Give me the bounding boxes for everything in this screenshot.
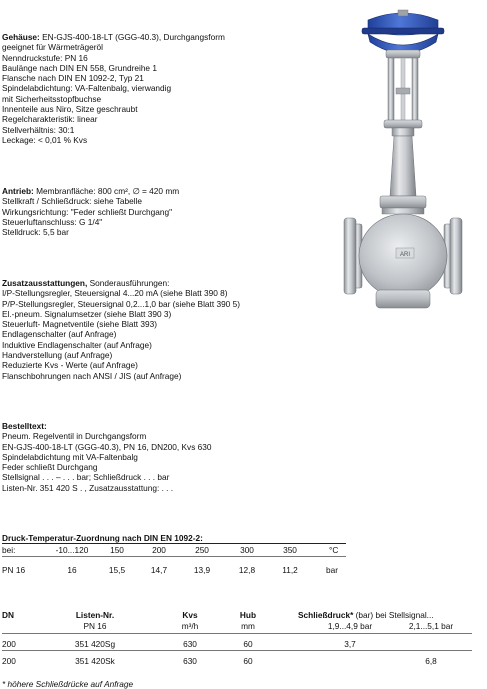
gehaeuse-line: Baulänge nach DIN EN 558, Grundreihe 1 [2,62,157,73]
druck-header-temp: 200 [152,545,166,555]
table-rule-top [2,633,472,634]
table-header-schliess [298,610,434,620]
table-cell-hub: 60 [243,656,253,666]
gehaeuse-line: geeignet für Wärmeträgeröl [2,42,103,53]
druck-row-label: PN 16 [2,565,26,575]
gehaeuse-section [2,32,332,145]
table-rule-mid [2,650,472,651]
druck-header-label: bei: [2,545,16,555]
zusatz-line: I/P-Stellungsregler, Steuersignal 4...20 mA (siehe Blatt 390 8) [2,288,228,299]
druck-row-value: 16 [67,565,77,575]
druck-title: Druck-Temperatur-Zuordnung nach DIN EN 1092-2: [2,533,203,543]
table-header-kvs-unit: m³/h [181,621,199,631]
bestell-line: EN-GJS-400-18-LT (GGG-40.3), PN 16, DN200, Kvs 630 [2,441,212,452]
bestell-label: Bestelltext: [2,421,47,431]
gehaeuse-line: Leckage: < 0,01 % Kvs [2,134,88,145]
druck-row-value: 11,2 [282,565,298,575]
table-header-listen: Listen-Nr. [75,610,115,620]
gehaeuse-line: Nenndruckstufe: PN 16 [2,52,88,63]
druck-header-unit: °C [329,545,339,555]
table-cell-listen: 351 420Sk [75,656,115,666]
zusatz-line: Induktive Endlagenschalter (auf Anfrage) [2,339,152,350]
table-header-hub: Hub [239,610,257,620]
table-cell-dn: 200 [2,639,16,649]
antrieb-line: Stelldruck: 5,5 bar [2,227,69,238]
antrieb-section [2,186,332,237]
bestell-line: Listen-Nr. 351 420 S . , Zusatzausstattung: . . . [2,482,174,493]
table-cell-hub: 60 [243,639,253,649]
table-header-dn: DN [2,610,14,620]
control-valve-illustration [328,4,487,322]
antrieb-first: Membranfläche: 800 cm², ∅ = 420 mm [33,186,180,196]
table-header-listen-pn: PN 16 [83,621,107,631]
bestell-line: Spindelabdichtung mit VA-Faltenbalg [2,451,138,462]
actuator-diaphragm [362,10,444,53]
table-cell-listen: 351 420Sg [74,639,116,649]
zusatz-first: Sonderausführungen: [87,278,170,288]
table-header-range2: 2,1...5,1 bar [408,621,454,631]
antrieb-line: Steuerluftanschluss: G 1/4" [2,216,103,227]
zusatz-line: El.-pneum. Signalumsetzer (siehe Blatt 390 3) [2,308,172,319]
table-cell-kvs: 630 [183,639,197,649]
bestell-line: Feder schließt Durchgang [2,462,98,473]
gehaeuse-line: Flansche nach DIN EN 1092-2, Typ 21 [2,73,144,84]
table-header-schliess-rest: (bar) bei Stellsignal... [353,610,434,620]
footnote: * höhere Schließdrücke auf Anfrage [2,679,134,689]
druck-row-value: 12,8 [238,565,256,575]
table-cell-schliess2: 6,8 [425,656,437,666]
gehaeuse-line: Regelcharakteristik: linear [2,114,98,125]
druck-row-value: 15,5 [108,565,126,575]
table-cell-kvs: 630 [183,656,197,666]
zusatz-line: Reduzierte Kvs - Werte (auf Anfrage) [2,360,138,371]
zusatz-label: Zusatzausstattungen, [2,278,88,288]
druck-row-value: 14,7 [150,565,168,575]
druck-header-temp: 250 [195,545,209,555]
valve-plate-text: ARI [399,252,411,258]
druck-header-temp: 150 [110,545,124,555]
druck-header-temp: 300 [240,545,254,555]
gehaeuse-line: Stellverhältnis: 30:1 [2,124,75,135]
zusatz-line: Flanschbohrungen nach ANSI / JIS (auf Anfrage) [2,370,182,381]
gehaeuse-line: Spindelabdichtung: VA-Faltenbalg, vierwandig [2,83,172,94]
gehaeuse-label: Gehäuse: [2,32,40,42]
zusatz-line: Endlagenschalter (auf Anfrage) [2,329,117,340]
zusatz-line: Steuerluft- Magnetventile (siehe Blatt 393) [2,319,157,330]
antrieb-line: Stellkraft / Schließdruck: siehe Tabelle [2,196,143,207]
gehaeuse-line: mit Sicherheitsstopfbuchse [2,93,102,104]
zusatz-line: P/P-Stellungsregler, Steuersignal 0,2...1,0 bar (siehe Blatt 390 5) [2,298,240,309]
bestell-line: Stellsignal . . . – . . . bar; Schließdruck . . . bar [2,472,170,483]
bellows-bonnet [380,128,426,214]
druck-header-temp: 350 [283,545,297,555]
druck-row-value: 13,9 [193,565,211,575]
druck-row-unit: bar [326,565,338,575]
valve-body [344,214,462,308]
table-header-range1: 1,9...4,9 bar [327,621,373,631]
antrieb-line: Wirkungsrichtung: "Feder schließt Durchgang" [2,206,173,217]
actuator-yoke [384,50,422,128]
table-header-hub-unit: mm [241,621,255,631]
table-cell-dn: 200 [2,656,16,666]
table-header-schliess-bold: Schließdruck* [298,610,354,620]
bestell-line: Pneum. Regelventil in Durchgangsform [2,431,147,442]
druck-header-temp: -10...120 [55,545,89,555]
gehaeuse-first: EN-GJS-400-18-LT (GGG-40.3), Durchgangsform [39,32,225,42]
table-header-kvs: Kvs [182,610,198,620]
table-cell-schliess1: 3,7 [344,639,356,649]
zusatz-line: Handverstellung (auf Anfrage) [2,350,113,361]
gehaeuse-line: Innenteile aus Niro, Sitze geschraubt [2,104,138,115]
zusatz-section [2,278,342,381]
druck-rule-mid [2,556,346,557]
druck-rule-top [2,543,346,544]
antrieb-label: Antrieb: [2,186,34,196]
bestell-section [2,421,332,493]
